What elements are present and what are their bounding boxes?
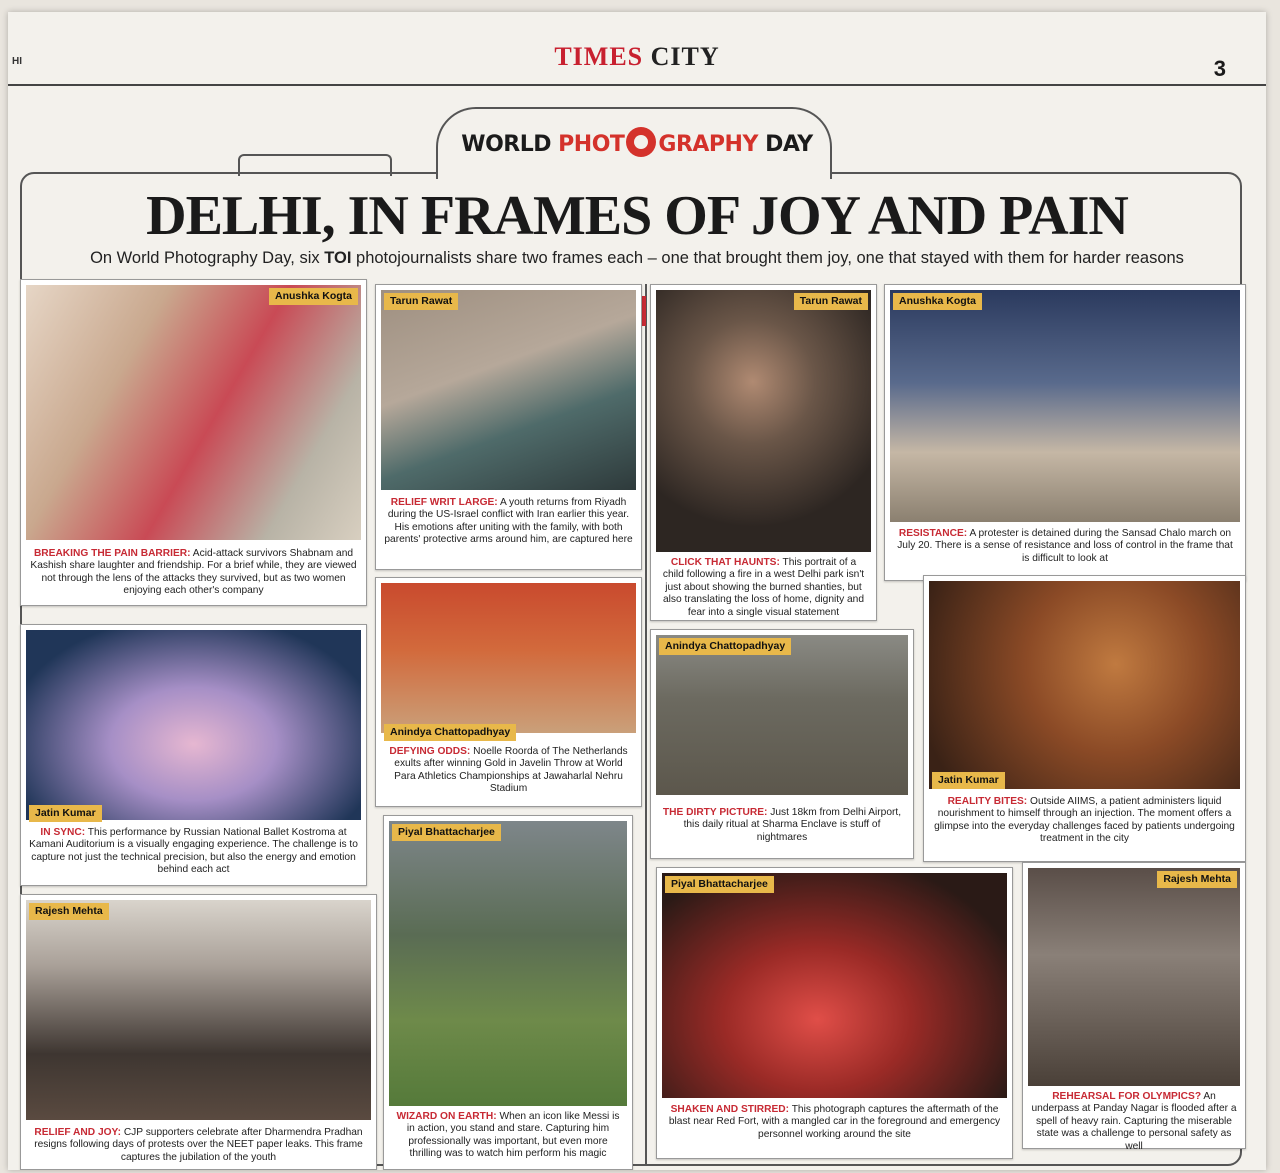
photo-credit: Anindya Chattopadhyay — [659, 638, 791, 655]
column-divider — [645, 284, 647, 1164]
photo-messi-football — [389, 821, 627, 1106]
photo-blast-car — [662, 873, 1007, 1098]
photo-card — [20, 279, 367, 606]
photo-caption: WIZARD ON EARTH: When an icon like Messi is in action, you stand and stare. Capturing him professionally was important, but even more thrilling was to watch him perform his magic — [396, 1111, 620, 1160]
photo-credit: Jatin Kumar — [932, 772, 1005, 789]
photo-card — [383, 815, 633, 1170]
photo-celebrating-crowd — [26, 900, 371, 1120]
photo-card — [656, 867, 1013, 1159]
badge-word-world: WORLD — [461, 132, 559, 157]
photo-caption: IN SYNC: This performance by Russian National Ballet Kostroma at Kamani Auditorium is a visually engaging experience. The challenge is to capture not just the technical precision, but also the energy and emotion behind each act — [29, 827, 358, 876]
photo-card — [20, 894, 377, 1170]
photo-card — [650, 284, 877, 621]
photo-credit: Jatin Kumar — [29, 805, 102, 822]
photo-caption: THE DIRTY PICTURE: Just 18km from Delhi Airport, this daily ritual at Sharma Enclave is stuff of nightmares — [662, 807, 902, 843]
photo-child-portrait — [656, 290, 871, 552]
badge-word-day: DAY — [757, 132, 813, 157]
masthead-rule — [8, 84, 1266, 86]
photo-ballet-performance — [26, 630, 361, 820]
newspaper-page — [8, 12, 1266, 1170]
photo-card — [884, 284, 1246, 581]
photo-credit: Tarun Rawat — [794, 293, 868, 310]
camera-lens-icon — [626, 127, 656, 157]
photo-caption: SHAKEN AND STIRRED: This photograph captures the aftermath of the blast near Red Fort, with a mangled car in the foreground and emergency personnel working around the site — [668, 1104, 1001, 1140]
photo-caption: DEFYING ODDS: Noelle Roorda of The Netherlands exults after winning Gold in Javelin Throw at World Para Athletics Championships at Jawaharlal Nehru Stadium — [389, 746, 628, 795]
section-badge-title — [8, 127, 1266, 157]
photo-credit: Tarun Rawat — [384, 293, 458, 310]
photo-credit: Piyal Bhattacharjee — [665, 876, 774, 893]
deck-text-after: photojournalists share two frames each – one that brought them joy, one that stayed with them for harder reasons — [351, 249, 1184, 267]
photo-credit: Rajesh Mehta — [1157, 871, 1237, 888]
deck-brand: TOI — [324, 249, 352, 267]
page-number: 3 — [1213, 56, 1226, 81]
photo-credit: Anindya Chattopadhyay — [384, 724, 516, 741]
deck — [8, 249, 1266, 268]
photo-acid-survivors — [26, 285, 361, 540]
deck-text-before: On World Photography Day, six — [90, 249, 325, 267]
photo-credit: Anushka Kogta — [269, 288, 358, 305]
photo-caption: REHEARSAL FOR OLYMPICS? An underpass at Panday Nagar is flooded after a spell of heavy rain. Capturing the miserable state was a challenge to personal safety as well — [1031, 1091, 1237, 1152]
photo-family-reunion — [381, 290, 636, 490]
photo-javelin-athlete — [381, 583, 636, 733]
photo-caption: RELIEF WRIT LARGE: A youth returns from Riyadh during the US-Israel conflict with Iran earlier this year. His emotions after uniting with the family, with both parents' protective arms around him, are captured here — [384, 497, 633, 546]
photo-caption: REALITY BITES: Outside AIIMS, a patient administers liquid nourishment to himself through an injection. The moment offers a glimpse into the everyday challenges faced by patients undergoing treatment in the city — [934, 796, 1235, 845]
photo-card — [650, 629, 914, 859]
headline: DELHI, IN FRAMES OF JOY AND PAIN — [146, 185, 1128, 247]
badge-word-graphy: GRAPHY — [658, 132, 758, 157]
photo-card — [1022, 862, 1246, 1152]
photo-aiims-patient — [929, 581, 1240, 789]
photo-card — [20, 624, 367, 886]
photo-card — [375, 284, 642, 570]
photo-card — [923, 575, 1246, 862]
photo-caption: BREAKING THE PAIN BARRIER: Acid-attack survivors Shabnam and Kashish share laughter and friendship. For a brief while, they are viewed not through the lens of the attacks they survived, but as two women enjoying each other's company — [30, 548, 357, 597]
photo-caption: CLICK THAT HAUNTS: This portrait of a child following a fire in a west Delhi park isn't just about showing the burned shanties, but also translating the loss of home, dignity and fear into a single visual statement — [662, 557, 865, 618]
photo-caption: RELIEF AND JOY: CJP supporters celebrate after Dharmendra Pradhan resigns following days of protests over the NEET paper leaks. This frame captures the jubilation of the youth — [34, 1127, 363, 1163]
masthead-times: TIMES — [554, 42, 644, 71]
photo-flooded-underpass — [1028, 868, 1240, 1086]
photo-card — [375, 577, 642, 807]
edition-code: HI — [12, 56, 22, 67]
masthead — [8, 42, 1266, 72]
photo-garbage-dump — [656, 635, 908, 795]
photo-credit: Piyal Bhattacharjee — [392, 824, 501, 841]
photo-protester-detained — [890, 290, 1240, 522]
photo-caption: RESISTANCE: A protester is detained during the Sansad Chalo march on July 20. There is a sense of resistance and loss of control in the frame that is difficult to look at — [897, 528, 1233, 564]
camera-viewfinder-shape — [238, 154, 392, 176]
badge-word-phot: PHOT — [558, 132, 625, 157]
masthead-city: CITY — [650, 42, 720, 71]
photo-credit: Rajesh Mehta — [29, 903, 109, 920]
photo-credit: Anushka Kogta — [893, 293, 982, 310]
